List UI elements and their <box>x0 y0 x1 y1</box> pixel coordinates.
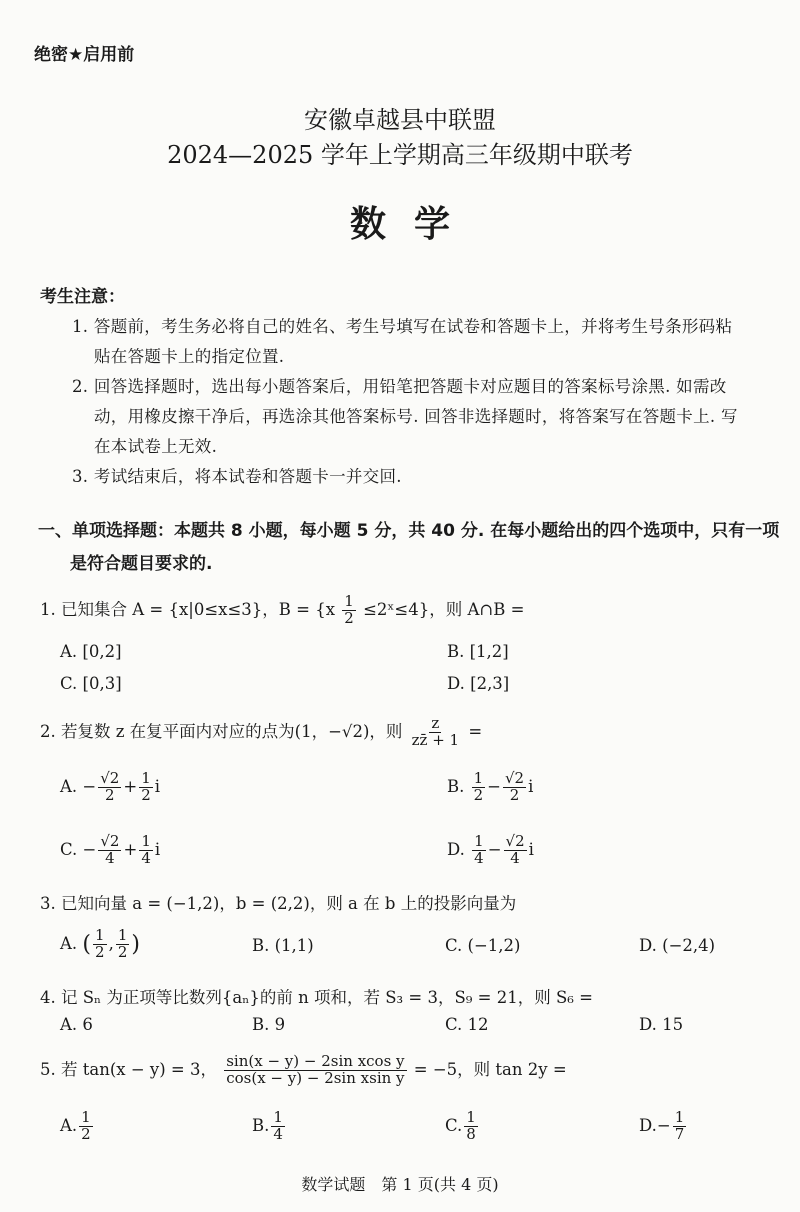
notice-line: 2. 回答选择题时，选出每小题答案后，用铅笔把答题卡对应题目的答案标号涂黑. 如需改 <box>72 377 727 396</box>
frac-den: 2 <box>141 785 151 804</box>
operator: − <box>487 839 502 859</box>
q3-option-b: B. (1,1) <box>252 936 314 955</box>
fraction <box>139 834 153 867</box>
fraction <box>464 1110 478 1143</box>
q1-option-c: C. [0,3] <box>60 674 122 693</box>
question-4: 4. 记 Sₙ 为正项等比数列{aₙ}的前 n 项和，若 S₃ = 3，S₉ = 21，则 S₆ = <box>40 988 593 1007</box>
imag-unit: i <box>154 839 161 859</box>
question-2 <box>40 716 482 749</box>
frac-den: 2 <box>81 1124 91 1143</box>
q1-option-b: B. [1,2] <box>447 642 509 661</box>
page-footer: 数学试题 第 1 页(共 4 页) <box>301 1175 499 1194</box>
question-5 <box>40 1054 567 1087</box>
fraction <box>271 1110 285 1143</box>
frac-den: 8 <box>466 1124 476 1143</box>
q3-option-d: D. (−2,4) <box>639 936 716 955</box>
question-1 <box>40 594 524 627</box>
frac-num: √2 <box>100 832 120 850</box>
section-heading-cont: 是符合题目要求的. <box>70 554 213 574</box>
q5-option-a <box>60 1110 95 1143</box>
option-label: A. <box>60 933 78 953</box>
frac-den: 2 <box>105 785 115 804</box>
option-label: A. <box>60 776 78 796</box>
operator: − <box>487 776 501 796</box>
fraction <box>139 771 153 804</box>
frac-num: √2 <box>505 832 525 850</box>
q5-fraction <box>224 1054 406 1087</box>
fraction <box>116 928 130 961</box>
frac-den: 4 <box>141 848 151 867</box>
q2-fraction <box>410 716 461 749</box>
frac-num: 1 <box>273 1108 283 1126</box>
sign: − <box>82 776 97 796</box>
q1-prefix: 1. 已知集合 A = {x|0≤x≤3}，B = {x <box>40 599 336 619</box>
q2-option-d <box>447 834 534 867</box>
q4-option-c: C. 12 <box>445 1015 489 1034</box>
q3-option-a: A. ( $\frac{1}{2}$ , $\frac{1}{2}$ ) <box>60 926 140 961</box>
frac-num: 1 <box>95 926 105 944</box>
frac-num: √2 <box>505 769 525 787</box>
frac-den: 7 <box>674 1124 685 1143</box>
frac-num: 1 <box>141 832 151 850</box>
option-label: B. <box>252 1115 270 1135</box>
q5-option-d <box>639 1110 688 1143</box>
option-label: B. <box>447 776 465 796</box>
right-paren: ) <box>131 931 140 957</box>
q1-suffix: ≤2ˣ≤4}，则 A∩B = <box>363 599 525 619</box>
q1-option-d: D. [2,3] <box>447 674 510 693</box>
q1-option-a: A. [0,2] <box>60 642 122 661</box>
frac-den: 4 <box>105 848 115 867</box>
q1-fraction <box>342 594 356 627</box>
frac-den: 2 <box>95 942 105 961</box>
q2-option-b <box>447 771 533 804</box>
fraction <box>472 834 486 867</box>
frac-num: 1 <box>81 1108 91 1126</box>
q2-prefix: 2. 若复数 z 在复平面内对应的点为(1，−√2)，则 <box>40 721 403 741</box>
option-label: C. <box>445 1115 463 1135</box>
confidential-label: 绝密★启用前 <box>34 45 135 65</box>
question-3: 3. 已知向量 a = (−1,2)，b = (2,2)，则 a 在 b 上的投影向量为 <box>40 894 517 913</box>
q2-suffix: = <box>468 721 483 741</box>
fraction <box>504 834 527 867</box>
option-label: D. <box>447 839 465 859</box>
fraction <box>98 771 121 804</box>
notice-line: 1. 答题前，考生务必将自己的姓名、考生号填写在试卷和答题卡上，并将考生号条形码粘 <box>72 317 733 336</box>
left-paren: ( <box>82 931 92 957</box>
q5-prefix: 5. 若 tan(x − y) = 3， <box>40 1059 217 1079</box>
frac-num: 1 <box>674 1108 685 1126</box>
q2-option-c <box>60 834 160 867</box>
q2-option-a <box>60 771 160 804</box>
fraction <box>79 1110 93 1143</box>
frac-den: 4 <box>273 1124 283 1143</box>
q4-option-a: A. 6 <box>60 1015 93 1034</box>
q5-suffix: = −5，则 tan 2y = <box>413 1059 567 1079</box>
q5-frac-num: sin(x − y) − 2sin xcos y <box>226 1052 405 1070</box>
exam-term-title: 2024—2025 学年上学期高三年级期中联考 <box>167 141 633 169</box>
q1-frac-den: 2 <box>344 608 354 627</box>
fraction <box>98 834 121 867</box>
exam-alliance-title: 安徽卓越县中联盟 <box>304 106 496 134</box>
sign: − <box>82 839 97 859</box>
frac-den: 2 <box>117 942 128 961</box>
q2-frac-den: zz̄ + 1 <box>411 730 460 749</box>
fraction <box>503 771 526 804</box>
q1-frac-num: 1 <box>344 592 354 610</box>
frac-den: 4 <box>510 848 520 867</box>
frac-num: 1 <box>141 769 151 787</box>
fraction <box>673 1110 687 1143</box>
q4-option-d: D. 15 <box>639 1015 684 1034</box>
notice-line: 贴在答题卡上的指定位置. <box>94 347 285 366</box>
option-label: D. <box>639 1115 657 1135</box>
notice-title: 考生注意： <box>40 287 125 307</box>
imag-unit: i <box>154 776 161 796</box>
operator: + <box>123 776 138 796</box>
frac-den: 2 <box>509 785 520 804</box>
q2-frac-num: z <box>431 714 440 732</box>
imag-unit: i <box>528 839 534 859</box>
frac-num: 1 <box>473 769 484 787</box>
fraction <box>472 771 486 804</box>
notice-line: 在本试卷上无效. <box>94 437 218 456</box>
sign: − <box>656 1115 671 1135</box>
fraction <box>93 928 107 961</box>
q4-option-b: B. 9 <box>252 1015 286 1034</box>
q3-option-c: C. (−1,2) <box>445 936 521 955</box>
q5-option-c <box>445 1110 480 1143</box>
frac-num: 1 <box>474 832 484 850</box>
q5-option-b <box>252 1110 287 1143</box>
frac-num: 1 <box>466 1108 476 1126</box>
frac-num: 1 <box>117 926 128 944</box>
frac-den: 4 <box>474 848 484 867</box>
section-heading: 一、单项选择题：本题共 8 小题，每小题 5 分，共 40 分. 在每小题给出的四个选项中，只有一项 <box>38 521 780 541</box>
imag-unit: i <box>528 776 534 796</box>
frac-num: √2 <box>100 769 120 787</box>
q5-frac-den: cos(x − y) − 2sin xsin y <box>226 1068 405 1087</box>
option-label: C. <box>60 839 78 859</box>
operator: + <box>123 839 138 859</box>
option-label: A. <box>60 1115 78 1135</box>
notice-line: 动，用橡皮擦干净后，再选涂其他答案标号. 回答非选择题时，将答案写在答题卡上. 写 <box>94 407 738 426</box>
notice-line: 3. 考试结束后，将本试卷和答题卡一并交回. <box>72 467 402 486</box>
subject-title: 数学 <box>349 204 478 245</box>
frac-den: 2 <box>473 785 484 804</box>
